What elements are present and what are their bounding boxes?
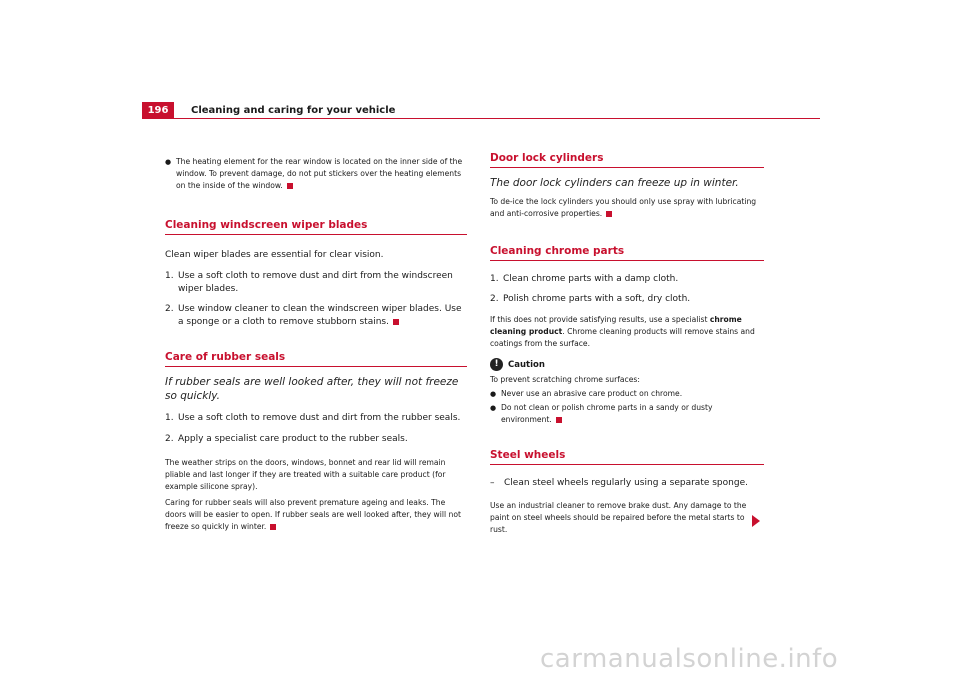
end-mark-icon	[606, 211, 612, 217]
seals-step-2: 2. Apply a specialist care product to the rubber seals.	[165, 434, 408, 444]
chrome-product-term: chrome cleaning product	[490, 315, 742, 336]
door-lock-text: To de-ice the lock cylinders you should only use spray with lubricating and anti-corrosive properties.	[490, 197, 757, 218]
right-column	[490, 152, 764, 536]
watermark: carmanualsonline.info	[540, 644, 839, 674]
continue-arrow-icon	[752, 515, 760, 527]
chrome-step-1: 1. Clean chrome parts with a damp cloth.	[490, 274, 679, 284]
end-mark-icon	[556, 417, 562, 423]
chrome-paragraph: If this does not provide satisfying results, use a specialist chrome cleaning product. Chrome cleaning products will remove stains and coatings from the surface.	[490, 315, 755, 348]
wheels-text: Use an industrial cleaner to remove brake dust. Any damage to the paint on steel wheels should be repaired before the metal starts to rust.	[490, 501, 747, 534]
heating-note: ● The heating element for the rear window is located on the inner side of the window. To prevent damage, do not put stickers over the heating elements on the inside of the window.	[165, 156, 467, 192]
wiper-intro: Clean wiper blades are essential for clear vision.	[165, 250, 384, 260]
caution-item-2: ● Do not clean or polish chrome parts in a sandy or dusty environment.	[490, 402, 764, 426]
section-heading-door-lock: Door lock cylinders	[490, 152, 764, 168]
seals-paragraph-1: The weather strips on the doors, windows, bonnet and rear lid will remain pliable and last longer if they are treated with a suitable care product (for example silicone spray).	[165, 458, 446, 491]
seals-step-1: 1. Use a soft cloth to remove dust and dirt from the rubber seals.	[165, 413, 461, 423]
wiper-step-2: 2. Use window cleaner to clean the windscreen wiper blades. Use a sponge or a cloth to remove stubborn stains.	[165, 304, 462, 327]
caution-item-1: ● Never use an abrasive care product on chrome.	[490, 388, 764, 400]
section-heading-steel-wheels: Steel wheels	[490, 449, 764, 465]
section-heading-chrome: Cleaning chrome parts	[490, 245, 764, 261]
left-column	[165, 152, 467, 533]
section-heading-seals: Care of rubber seals	[165, 351, 467, 367]
end-mark-icon	[270, 524, 276, 530]
caution-label: Caution	[508, 359, 545, 370]
caution-header	[490, 358, 764, 371]
end-mark-icon	[393, 319, 399, 325]
caution-intro: To prevent scratching chrome surfaces:	[490, 375, 640, 384]
header-rule	[174, 118, 820, 119]
chrome-step-2: 2. Polish chrome parts with a soft, dry cloth.	[490, 294, 691, 304]
page-number: 196	[142, 102, 174, 119]
section-heading-wiper: Cleaning windscreen wiper blades	[165, 219, 467, 235]
door-lock-lead: The door lock cylinders can freeze up in winter.	[490, 177, 739, 189]
seals-lead: If rubber seals are well looked after, they will not freeze so quickly.	[165, 376, 459, 402]
caution-icon: !	[490, 358, 503, 371]
end-mark-icon	[287, 183, 293, 189]
seals-paragraph-2: Caring for rubber seals will also prevent premature ageing and leaks. The doors will be easier to open. If rubber seals are well looked after, they will not freeze so quickly in winter.	[165, 498, 461, 531]
wheels-step: – Clean steel wheels regularly using a separate sponge.	[490, 478, 748, 488]
running-title: Cleaning and caring for your vehicle	[191, 105, 396, 116]
wiper-step-1: 1. Use a soft cloth to remove dust and dirt from the windscreen wiper blades.	[165, 271, 453, 294]
